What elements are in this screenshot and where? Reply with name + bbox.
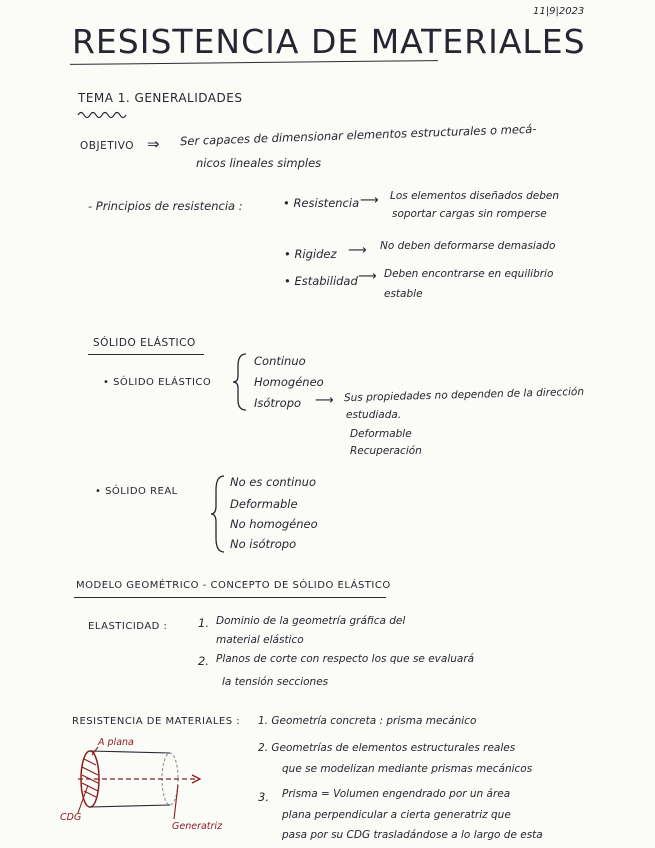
rm-item-2-line-2: que se modelizan mediante prismas mecánicos	[282, 763, 533, 775]
isotropo-arrow: ⟶	[315, 393, 334, 408]
rm-item-3-line-3: pasa por su CDG trasladándose a lo largo de esta	[282, 829, 543, 841]
rm-item-3-line-1: Prisma = Volumen engendrado por un área	[282, 788, 511, 800]
estabilidad-item: • Estabilidad	[284, 274, 358, 288]
real-item-1: No es continuo	[230, 475, 316, 489]
solido-elastico-heading: SÓLIDO ELÁSTICO	[93, 337, 196, 349]
estabilidad-desc-1: Deben encontrarse en equilibrio	[384, 268, 554, 280]
page-title: RESISTENCIA DE MATERIALES	[72, 22, 586, 61]
rm-num-3: 3.	[258, 790, 269, 804]
modelo-underline	[74, 597, 386, 598]
homogeneo-item: Homogéneo	[254, 375, 324, 389]
solido-real-label: • SÓLIDO REAL	[95, 486, 178, 497]
rigidez-arrow: ⟶	[348, 243, 367, 258]
label-a-plana: A plana	[98, 737, 134, 748]
elasticidad-2-line-2: la tensión secciones	[222, 676, 329, 688]
objetivo-line-1: Ser capaces de dimensionar elementos estructurales o mecá-	[179, 121, 537, 149]
isotropo-desc-2: estudiada.	[346, 409, 402, 421]
label-generatriz: Generatriz	[172, 821, 223, 832]
solido-elastico-label: • SÓLIDO ELÁSTICO	[103, 377, 212, 388]
resistencia-item: • Resistencia	[283, 196, 360, 210]
tema-heading: TEMA 1. GENERALIDADES	[78, 91, 243, 105]
label-cdg: CDG	[60, 812, 82, 823]
objetivo-arrow: ⇒	[147, 135, 160, 153]
solido-elastico-underline	[88, 354, 204, 355]
resistencia-desc-1: Los elementos diseñados deben	[390, 190, 560, 202]
estabilidad-arrow: ⟶	[358, 269, 377, 284]
resistencia-arrow: ⟶	[360, 193, 379, 208]
objetivo-line-2: nicos lineales simples	[196, 156, 322, 170]
rm-item-3-line-2: plana perpendicular a cierta generatriz que	[282, 809, 511, 821]
recuperacion-item: Recuperación	[350, 445, 422, 457]
rm-item-2-line-1: 2. Geometrías de elementos estructurales reales	[258, 742, 516, 754]
elasticidad-1-line-1: Dominio de la geometría gráfica del	[216, 615, 406, 627]
real-item-4: No isótropo	[230, 537, 297, 551]
isotropo-desc-1: Sus propiedades no dependen de la dirección	[343, 385, 585, 405]
elasticidad-label: ELASTICIDAD :	[88, 621, 168, 632]
brace-elastico	[232, 352, 250, 412]
rm-label: RESISTENCIA DE MATERIALES :	[72, 716, 241, 727]
elasticidad-num-2: 2.	[198, 654, 209, 668]
estabilidad-desc-2: estable	[384, 288, 423, 300]
rigidez-item: • Rigidez	[284, 247, 337, 261]
deformable-item: Deformable	[350, 428, 412, 440]
elasticidad-num-1: 1.	[198, 616, 209, 630]
modelo-heading: MODELO GEOMÉTRICO - CONCEPTO DE SÓLIDO ELÁSTICO	[76, 580, 391, 591]
brace-real	[210, 474, 228, 554]
rm-item-1: 1. Geometría concreta : prisma mecánico	[258, 715, 477, 727]
objetivo-label: OBJETIVO	[80, 140, 134, 152]
principios-label: - Principios de resistencia :	[88, 199, 243, 213]
resistencia-desc-2: soportar cargas sin romperse	[392, 208, 547, 220]
isotropo-item: Isótropo	[254, 396, 302, 410]
continuo-item: Continuo	[254, 354, 306, 368]
real-item-2: Deformable	[230, 497, 298, 511]
elasticidad-2-line-1: Planos de corte con respecto los que se evaluará	[216, 653, 475, 665]
elasticidad-1-line-2: material elástico	[216, 634, 304, 646]
tema-wavy-underline	[78, 110, 138, 120]
rigidez-desc: No deben deformarse demasiado	[380, 240, 556, 252]
date: 11|9|2023	[533, 6, 585, 17]
real-item-3: No homogéneo	[230, 517, 318, 531]
